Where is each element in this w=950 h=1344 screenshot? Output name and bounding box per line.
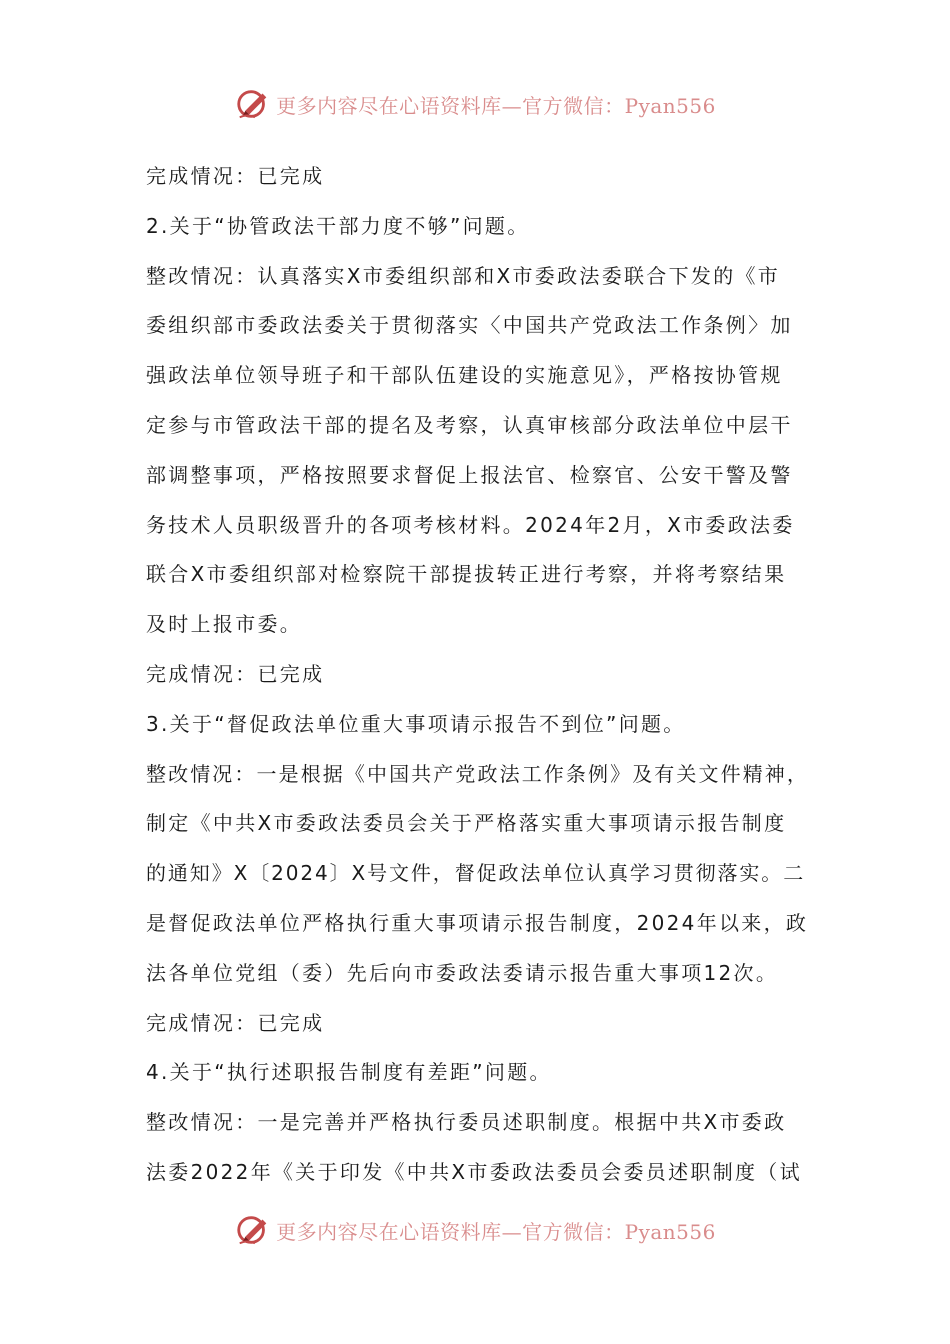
body-line: 整改情况：认真落实X市委组织部和X市委政法委联合下发的《市 xyxy=(146,263,781,288)
watermark-text: 更多内容尽在心语资料库—官方微信：Pyan556 xyxy=(276,93,716,118)
body-line: 整改情况：一是根据《中国共产党政法工作条例》及有关文件精神， xyxy=(146,761,809,786)
header-watermark xyxy=(0,84,950,124)
item-heading: 4.关于“执行述职报告制度有差距”问题。 xyxy=(146,1060,552,1085)
body-line: 部调整事项，严格按照要求督促上报法官、检察官、公安干警及警 xyxy=(146,462,793,487)
body-line: 的通知》X〔2024〕X号文件，督促政法单位认真学习贯彻落实。二 xyxy=(146,861,806,886)
body-line: 整改情况：一是完善并严格执行委员述职制度。根据中共X市委政 xyxy=(146,1110,787,1135)
body-line: 及时上报市委。 xyxy=(146,612,303,637)
pen-logo-icon xyxy=(234,1211,272,1249)
status-line: 完成情况：已完成 xyxy=(146,1010,325,1035)
body-line: 制定《中共X市委政法委员会关于严格落实重大事项请示报告制度 xyxy=(146,811,787,836)
body-line: 联合X市委组织部对检察院干部提拔转正进行考察，并将考察结果 xyxy=(146,562,787,587)
item-heading: 2.关于“协管政法干部力度不够”问题。 xyxy=(146,213,530,238)
status-line: 完成情况：已完成 xyxy=(146,164,325,188)
document-body xyxy=(146,152,811,1198)
pen-logo-icon xyxy=(234,85,272,123)
item-heading: 3.关于“督促政法单位重大事项请示报告不到位”问题。 xyxy=(146,711,686,736)
status-line: 完成情况：已完成 xyxy=(146,661,325,686)
body-line: 强政法单位领导班子和干部队伍建设的实施意见》，严格按协管规 xyxy=(146,363,783,388)
body-line: 委组织部市委政法委关于贯彻落实〈中国共产党政法工作条例〉加 xyxy=(146,313,793,338)
body-line: 法委2022年《关于印发《中共X市委政法委员会委员述职制度（试 xyxy=(146,1159,802,1184)
watermark-text: 更多内容尽在心语资料库—官方微信：Pyan556 xyxy=(276,1219,716,1244)
body-line: 是督促政法单位严格执行重大事项请示报告制度，2024年以来，政 xyxy=(146,910,809,935)
body-line: 务技术人员职级晋升的各项考核材料。2024年2月，X市委政法委 xyxy=(146,512,795,537)
footer-watermark xyxy=(0,1210,950,1250)
body-line: 定参与市管政法干部的提名及考察，认真审核部分政法单位中层干 xyxy=(146,412,793,437)
body-line: 法各单位党组（委）先后向市委政法委请示报告重大事项12次。 xyxy=(146,960,779,985)
